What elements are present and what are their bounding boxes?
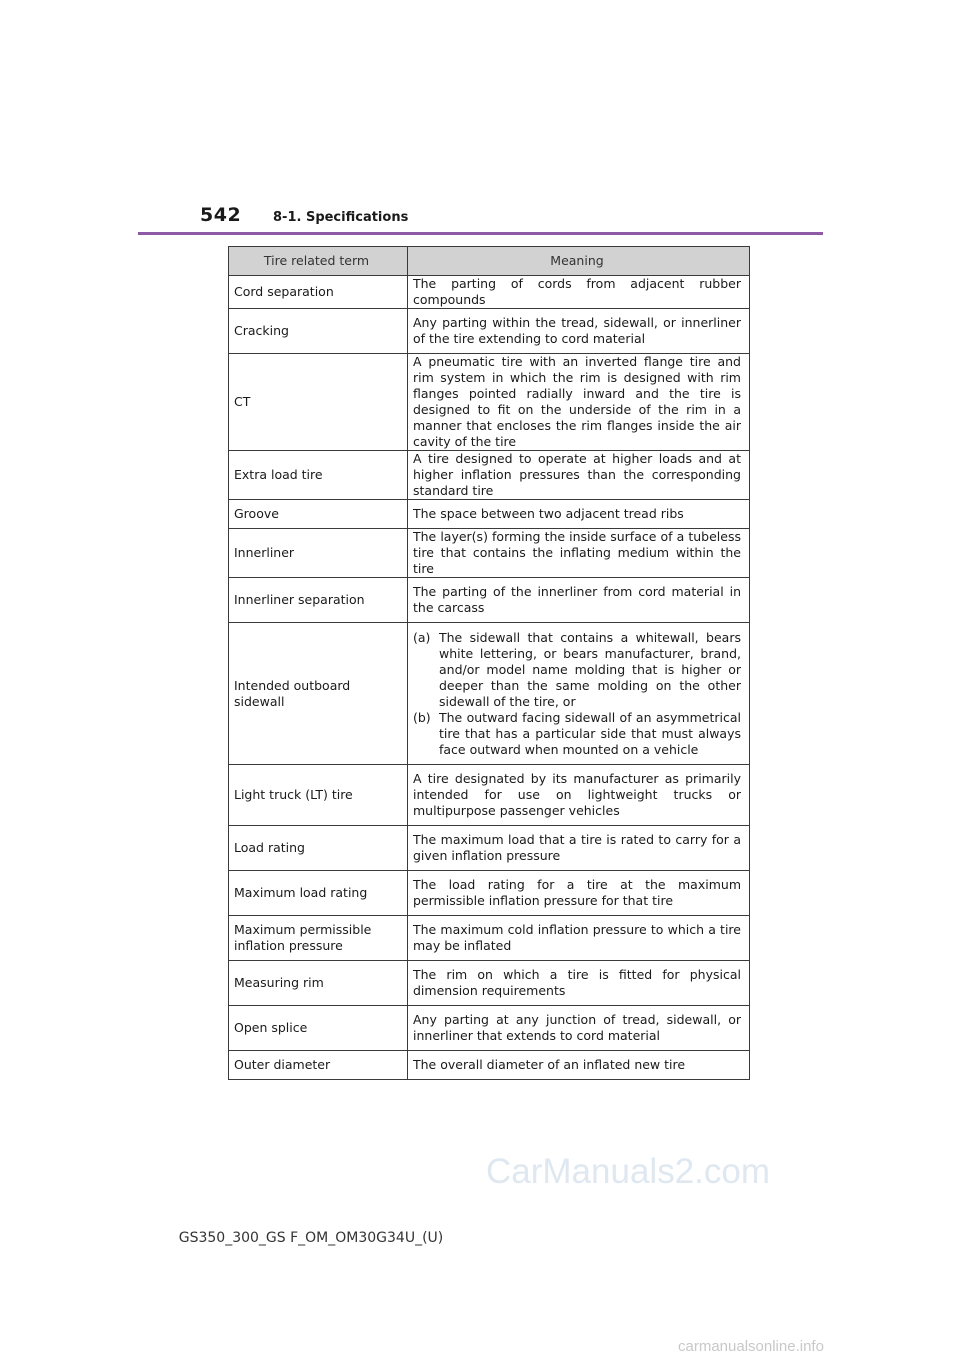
term-cell: Extra load tire (229, 451, 408, 500)
table-row (229, 1006, 750, 1051)
column-header-term: Tire related term (229, 247, 408, 276)
meaning-cell: A tire designed to operate at higher loads and at higher inflation pressures than the corresponding standard tire (408, 451, 750, 500)
meaning-cell: A pneumatic tire with an inverted flange tire and rim system in which the rim is designed with rim flanges pointed radially inward and the tire is designed to fit on the underside of the rim in a manner that encloses the rim flanges inside the air cavity of the tire (408, 354, 750, 451)
list-item-text: The outward facing sidewall of an asymmetrical tire that has a particular side that must always face outward when mounted on a vehicle (439, 709, 741, 757)
meaning-cell: A tire designated by its manufacturer as primarily intended for use on lightweight trucks or multipurpose passenger vehicles (408, 765, 750, 826)
column-header-meaning: Meaning (408, 247, 750, 276)
list-item (413, 630, 741, 710)
meaning-cell: Any parting within the tread, sidewall, or innerliner of the tire extending to cord material (408, 309, 750, 354)
table-row (229, 765, 750, 826)
table-row (229, 354, 750, 451)
term-cell: Open splice (229, 1006, 408, 1051)
meaning-cell: The overall diameter of an inflated new tire (408, 1051, 750, 1080)
term-cell: Maximum permissible inflation pressure (229, 916, 408, 961)
table-row (229, 500, 750, 529)
term-cell: Cracking (229, 309, 408, 354)
term-cell: Innerliner separation (229, 578, 408, 623)
table-row (229, 276, 750, 309)
term-cell: Light truck (LT) tire (229, 765, 408, 826)
term-cell: Load rating (229, 826, 408, 871)
meaning-cell: The maximum cold inflation pressure to which a tire may be inflated (408, 916, 750, 961)
table-header-row (229, 247, 750, 276)
section-title: 8-1. Specifications (273, 210, 409, 225)
term-cell: Maximum load rating (229, 871, 408, 916)
watermark-logo: CarManuals2.com (486, 1152, 770, 1191)
meaning-cell: The rim on which a tire is fitted for physical dimension requirements (408, 961, 750, 1006)
meaning-cell: Any parting at any junction of tread, sidewall, or innerliner that extends to cord material (408, 1006, 750, 1051)
meaning-cell: The layer(s) forming the inside surface of a tubeless tire that contains the inflating medium within the tire (408, 529, 750, 578)
list-marker: (a) (413, 629, 431, 645)
tire-terms-table (228, 246, 750, 1080)
table-row (229, 871, 750, 916)
table-row (229, 826, 750, 871)
table-row (229, 309, 750, 354)
meaning-cell: The load rating for a tire at the maximum permissible inflation pressure for that tire (408, 871, 750, 916)
table-row (229, 451, 750, 500)
page-number: 542 (200, 204, 242, 226)
meaning-cell: The parting of the innerliner from cord material in the carcass (408, 578, 750, 623)
list-marker: (b) (413, 709, 431, 725)
table-row (229, 578, 750, 623)
term-cell: Innerliner (229, 529, 408, 578)
meaning-cell: The maximum load that a tire is rated to carry for a given inflation pressure (408, 826, 750, 871)
document-code: GS350_300_GS F_OM_OM30G34U_(U) (178, 1230, 444, 1246)
term-cell: Measuring rim (229, 961, 408, 1006)
term-cell: Outer diameter (229, 1051, 408, 1080)
meaning-cell: The parting of cords from adjacent rubber compounds (408, 276, 750, 309)
watermark-footer: carmanualsonline.info (678, 1338, 824, 1355)
list-item-text: The sidewall that contains a whitewall, bears white lettering, or bears manufacturer, brand, and/or model name molding that is higher or deeper than the same molding on the other sidewall of the tire, or (439, 629, 741, 709)
table-row (229, 623, 750, 765)
term-cell: Intended outboard sidewall (229, 623, 408, 765)
term-cell: Cord separation (229, 276, 408, 309)
table-row (229, 1051, 750, 1080)
meaning-list (413, 630, 741, 758)
meaning-cell: The space between two adjacent tread ribs (408, 500, 750, 529)
header-divider (138, 232, 823, 235)
term-cell: CT (229, 354, 408, 451)
table-row (229, 916, 750, 961)
term-cell: Groove (229, 500, 408, 529)
meaning-cell (408, 623, 750, 765)
table-row (229, 961, 750, 1006)
table-row (229, 529, 750, 578)
list-item (413, 710, 741, 758)
